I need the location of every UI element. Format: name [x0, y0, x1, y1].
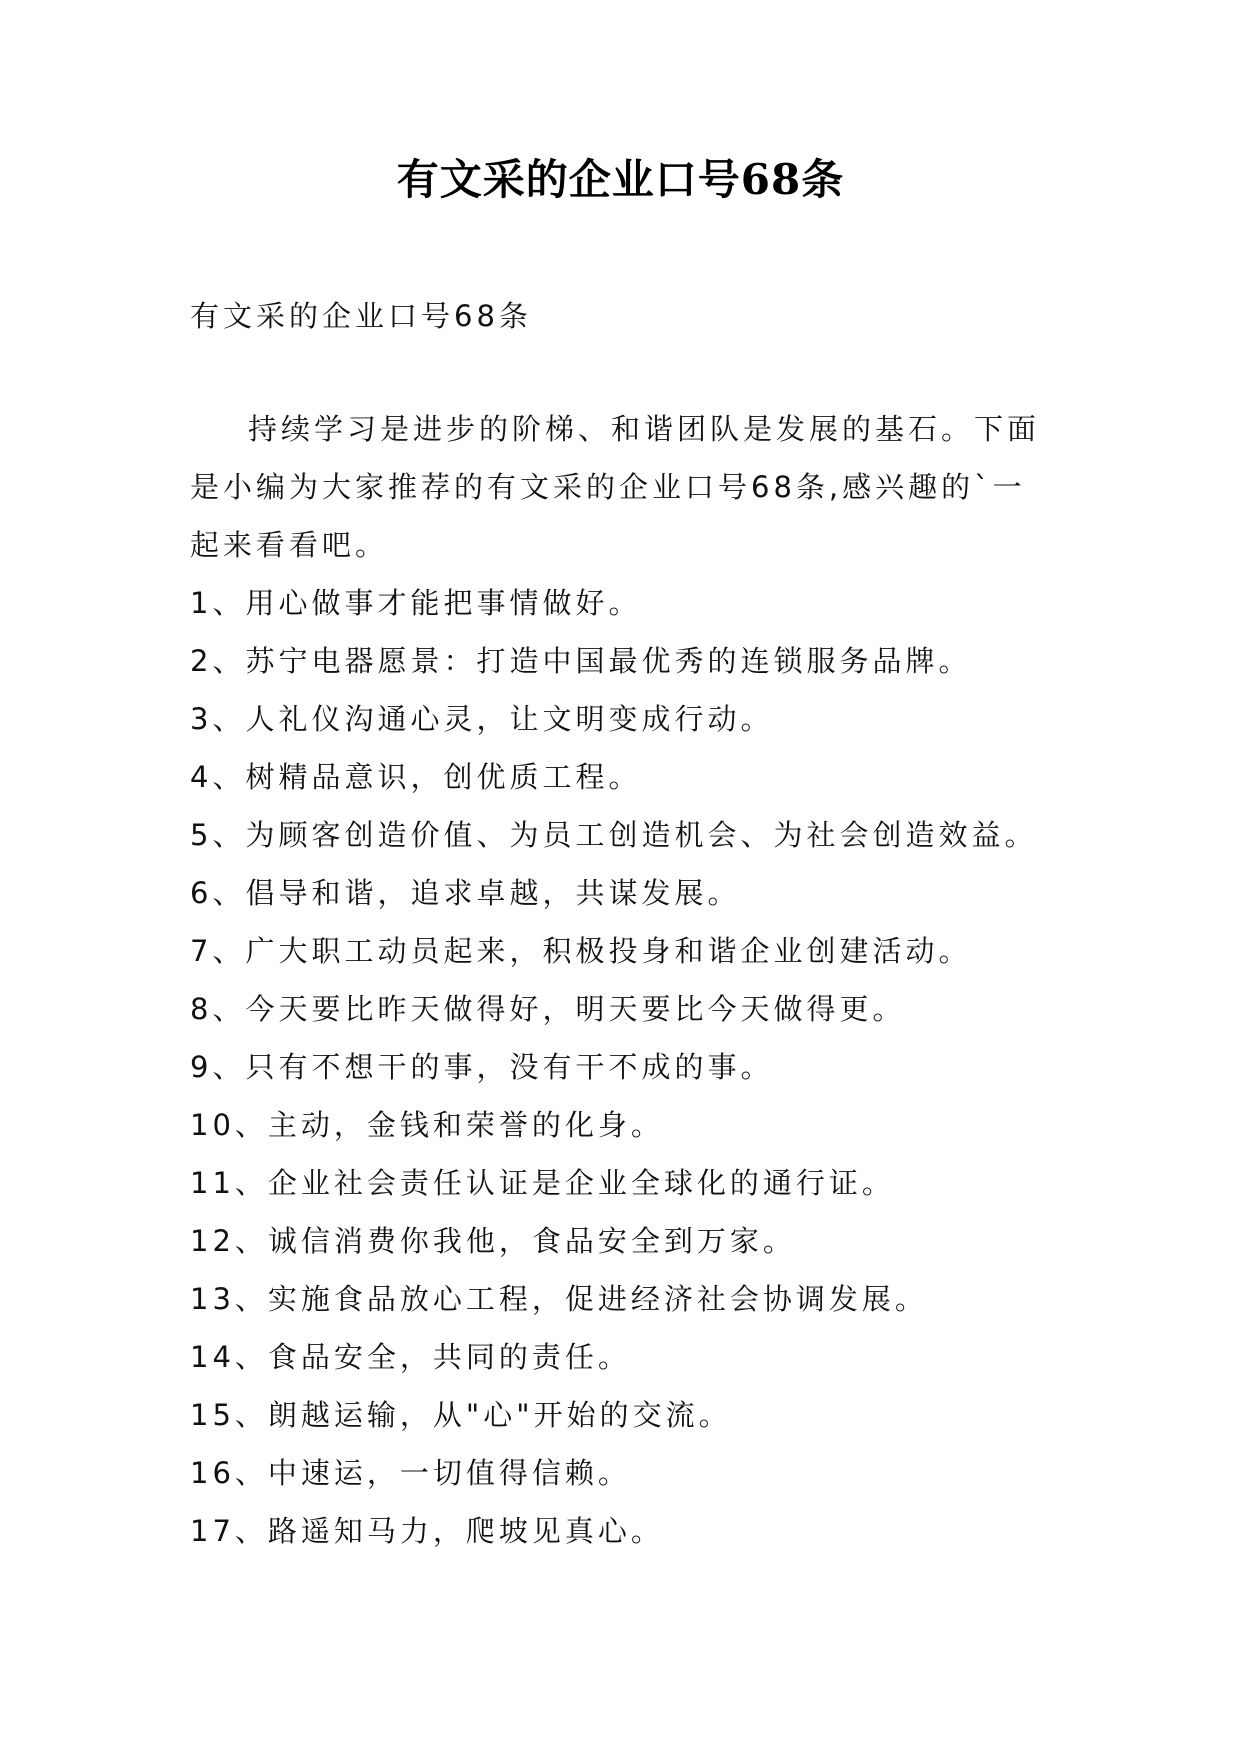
slogan-item: 8、今天要比昨天做得好，明天要比今天做得更。: [190, 992, 906, 1026]
slogan-item: 9、只有不想干的事，没有干不成的事。: [190, 1050, 774, 1084]
slogan-item: 17、路遥知马力，爬坡见真心。: [190, 1514, 664, 1548]
slogan-list: [190, 574, 1050, 1560]
document-body: [190, 292, 1050, 1560]
document-title: 有文采的企业口号68条: [396, 155, 845, 204]
slogan-item: 7、广大职工动员起来，积极投身和谐企业创建活动。: [190, 934, 972, 968]
slogan-item: 5、为顾客创造价值、为员工创造机会、为社会创造效益。: [190, 818, 1038, 852]
slogan-item: 12、诚信消费你我他，食品安全到万家。: [190, 1224, 796, 1258]
intro-paragraph: 持续学习是进步的阶梯、和谐团队是发展的基石。下面是小编为大家推荐的有文采的企业口号68条,感兴趣的`一起来看看吧。: [190, 412, 1041, 562]
slogan-item: 11、企业社会责任认证是企业全球化的通行证。: [190, 1166, 895, 1200]
slogan-item: 2、苏宁电器愿景：打造中国最优秀的连锁服务品牌。: [190, 644, 972, 678]
slogan-item: 6、倡导和谐，追求卓越，共谋发展。: [190, 876, 741, 910]
slogan-item: 15、朗越运输，从"心"开始的交流。: [190, 1398, 732, 1432]
slogan-item: 1、用心做事才能把事情做好。: [190, 586, 642, 620]
slogan-item: 10、主动，金钱和荣誉的化身。: [190, 1108, 664, 1142]
slogan-item: 16、中速运，一切值得信赖。: [190, 1456, 631, 1490]
slogan-item: 13、实施食品放心工程，促进经济社会协调发展。: [190, 1282, 928, 1316]
slogan-item: 14、食品安全，共同的责任。: [190, 1340, 631, 1374]
slogan-item: 4、树精品意识，创优质工程。: [190, 760, 642, 794]
document-subtitle: 有文采的企业口号68条: [190, 299, 532, 333]
slogan-item: 3、人礼仪沟通心灵，让文明变成行动。: [190, 702, 774, 736]
